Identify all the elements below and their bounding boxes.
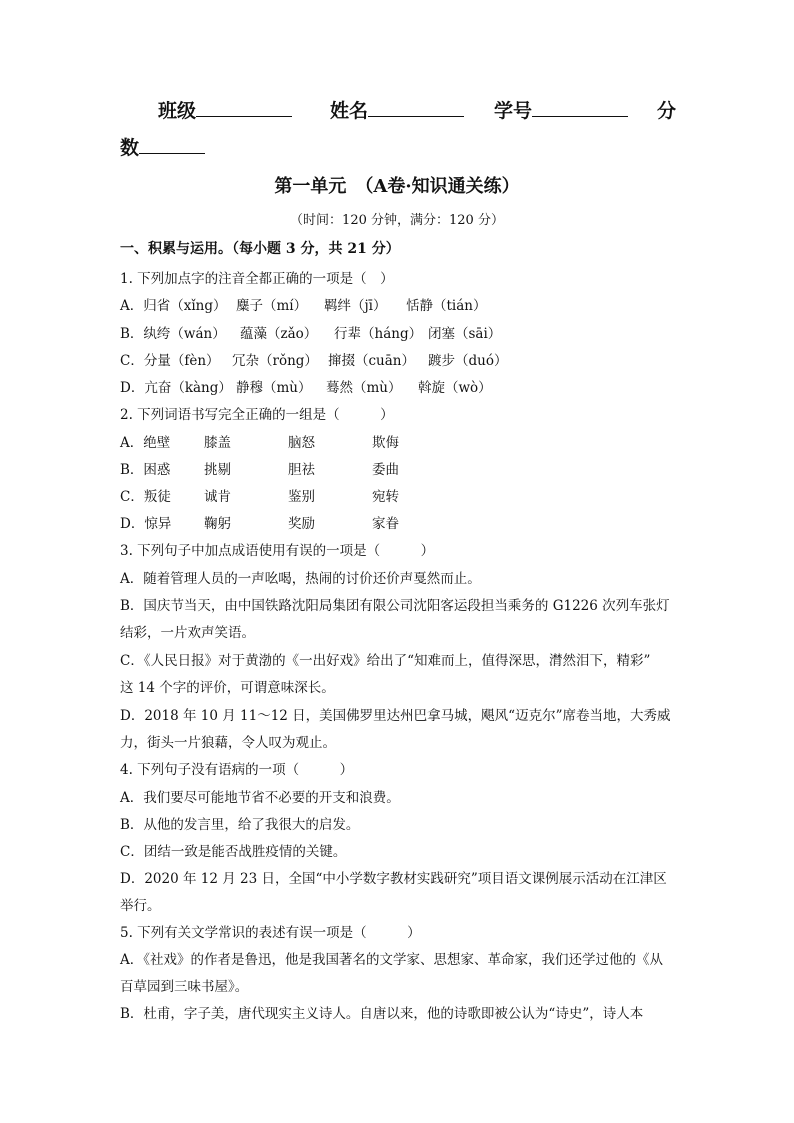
question-5-option-a-line-1: A．《社戏》的作者是鲁迅，他是我国著名的文学家、思想家、革命家，我们还学过他的《从 <box>120 952 663 968</box>
name-blank[interactable] <box>368 98 464 117</box>
question-2-option-d: D．惊异 鞠躬 奖励 家眷 <box>120 516 399 532</box>
question-1-stem: 1. 下列加点字的注音全都正确的一项是（ ） <box>120 271 394 287</box>
section-heading: 一、积累与运用。（每小题 3 分，共 21 分） <box>120 241 400 257</box>
question-2-stem: 2. 下列词语书写完全正确的一组是（ ） <box>120 407 394 423</box>
question-4-option-d-line-1: D．2020 年 12 月 23 日，全国“中小学数字教材实践研究”项目语文课例展示活动在江津区 <box>120 871 667 887</box>
class-label: 班级 <box>158 100 197 122</box>
name-label: 姓名 <box>330 100 369 122</box>
question-1-option-d: D．亢奋（kàng） 静穆（mù） 蓦然（mù） 斡旋（wò） <box>120 380 492 396</box>
question-3-option-b-line-2: 结彩，一片欢声笑语。 <box>120 625 255 641</box>
question-3-stem: 3. 下列句子中加点成语使用有误的一项是（ ） <box>120 543 435 559</box>
question-5-stem: 5. 下列有关文学常识的表述有误一项是（ ） <box>120 925 421 941</box>
question-2-option-c: C．叛徒 诚肯 鉴别 宛转 <box>120 489 399 505</box>
name-field <box>330 96 464 123</box>
score-field <box>120 133 205 160</box>
student-number-blank[interactable] <box>532 98 628 117</box>
question-4-option-b: B．从他的发言里，给了我很大的启发。 <box>120 817 360 833</box>
score-blank[interactable] <box>139 135 205 154</box>
question-4-stem: 4. 下列句子没有语病的一项（ ） <box>120 762 354 778</box>
question-4-option-a: A．我们要尽可能地节省不必要的开支和浪费。 <box>120 790 400 806</box>
page-subtitle: （时间：120 分钟，满分：120 分） <box>290 213 504 228</box>
score-label-part1: 分 <box>656 100 676 122</box>
question-3-option-c-line-2: 这 14 个字的评价，可谓意味深长。 <box>120 680 335 696</box>
question-3-option-a: A．随着管理人员的一声吆喝，热闹的讨价还价声戛然而止。 <box>120 571 481 587</box>
class-blank[interactable] <box>196 98 292 117</box>
class-field <box>158 96 292 123</box>
score-label-part2: 数 <box>120 137 140 159</box>
question-3-option-c-line-1: C．《人民日报》对于黄渤的《一出好戏》给出了“知难而上，值得深思，潸然泪下，精彩” <box>120 653 651 669</box>
question-2-option-a: A．绝壁 膝盖 脑怒 欺侮 <box>120 435 399 451</box>
question-3-option-d-line-1: D．2018 年 10 月 11～12 日，美国佛罗里达州巴拿马城，飓风“迈克尔”席卷当地，大秀威 <box>120 708 671 724</box>
student-number-field <box>494 96 628 123</box>
question-1-option-a: A．归省（xǐng） 麋子（mí） 羁绊（jī） 恬静（tián） <box>120 298 487 314</box>
question-4-option-d-line-2: 举行。 <box>120 898 161 914</box>
student-info-header <box>120 96 676 123</box>
question-1-option-b: B．纨绔（wán） 蕴藻（zǎo） 行辈（háng） 闭塞（sāi） <box>120 326 502 342</box>
question-3-option-b-line-1: B．国庆节当天，由中国铁路沈阳局集团有限公司沈阳客运段担当乘务的 G1226 次列车张灯 <box>120 598 670 614</box>
student-number-label: 学号 <box>494 100 533 122</box>
question-4-option-c: C．团结一致是能否战胜疫情的关键。 <box>120 844 347 860</box>
question-3-option-d-line-2: 力，街头一片狼藉，令人叹为观止。 <box>120 735 336 751</box>
question-1-option-c: C．分量（fèn） 冗杂（rǒng） 撺掇（cuān） 踱步（duó） <box>120 353 508 369</box>
question-2-option-b: B．困惑 挑剔 胆祛 委曲 <box>120 462 399 478</box>
question-5-option-a-line-2: 百草园到三味书屋》。 <box>120 979 249 995</box>
page-title: 第一单元 （A卷·知识通关练） <box>274 176 520 197</box>
question-5-option-b-line-1: B．杜甫，字子美，唐代现实主义诗人。自唐以来，他的诗歌即被公认为“诗史”，诗人本 <box>120 1006 644 1022</box>
